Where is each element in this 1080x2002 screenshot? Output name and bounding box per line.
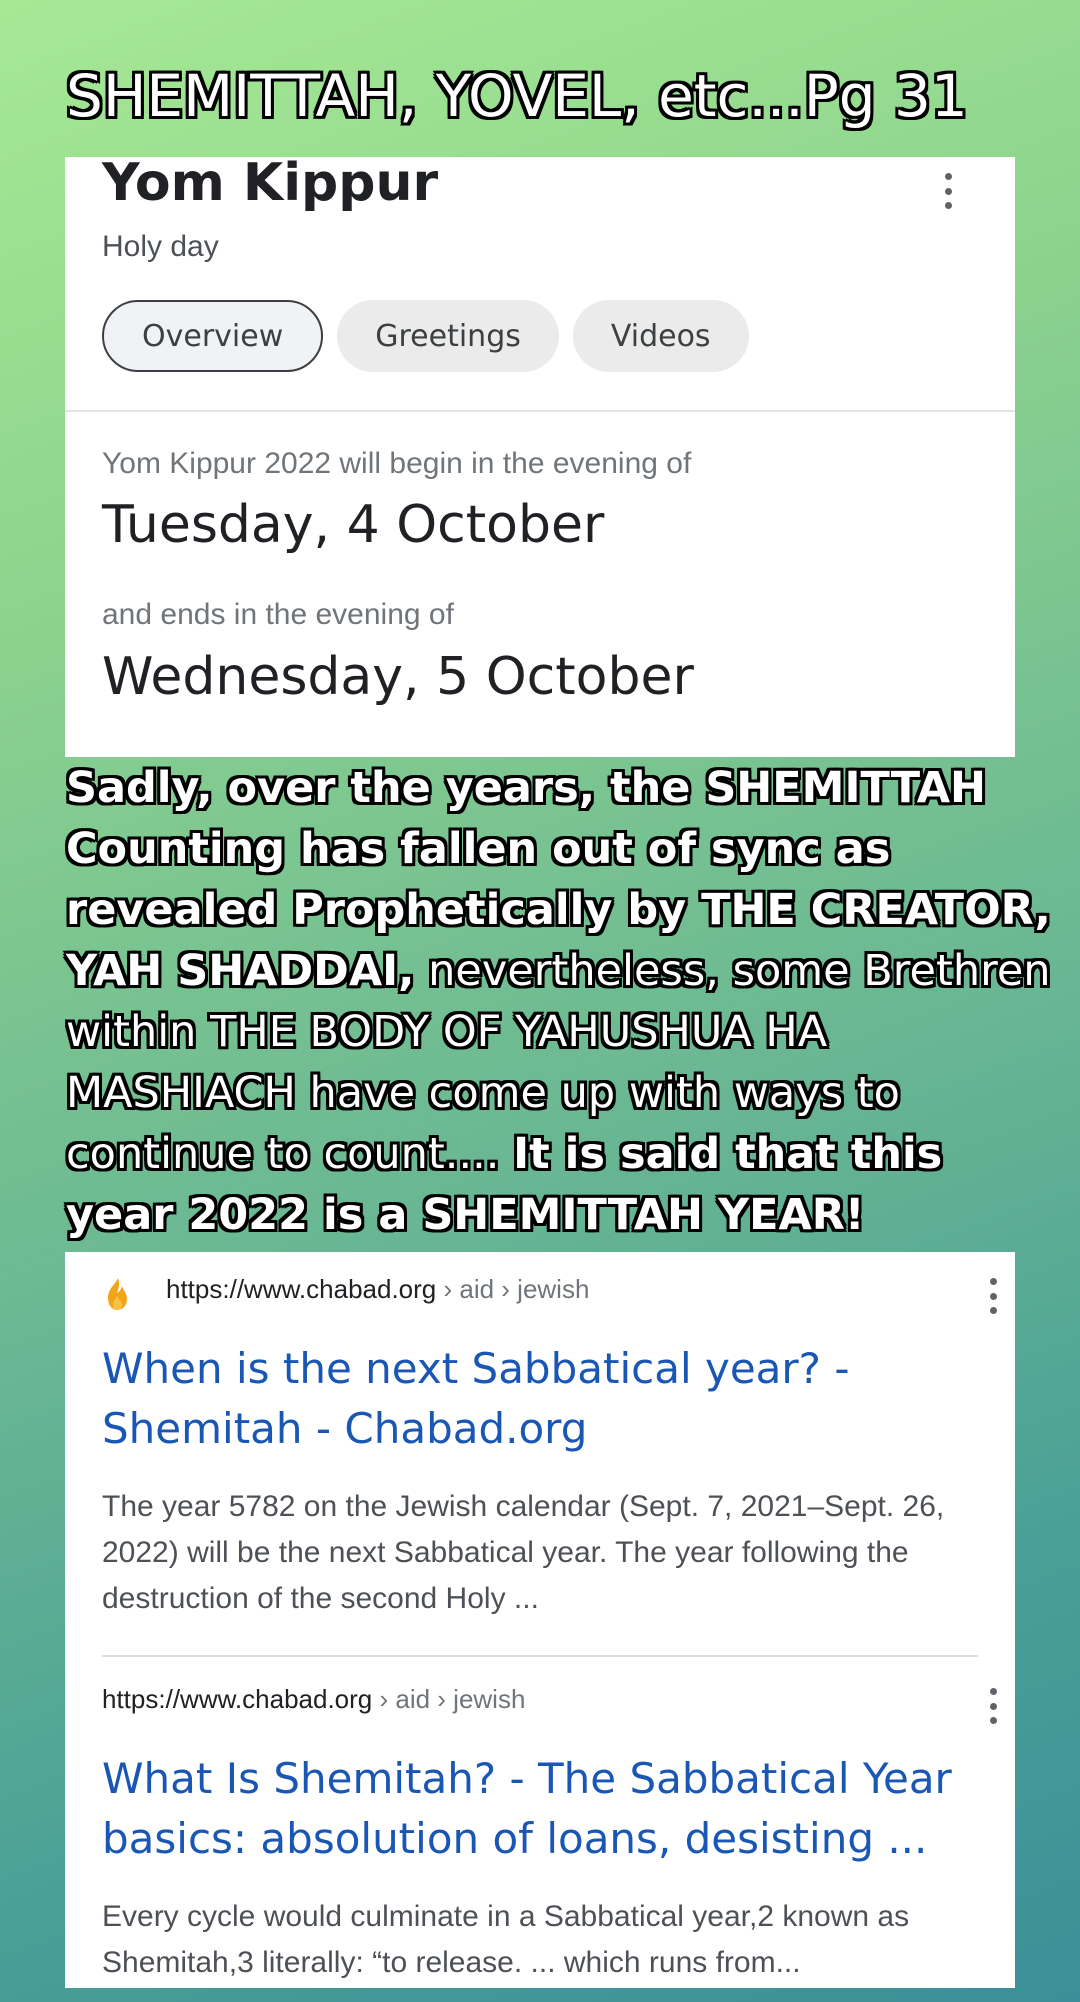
result-url[interactable]: [102, 1684, 978, 1724]
panel-divider: [65, 410, 1015, 412]
result-url-path: › aid › jewish: [372, 1684, 526, 1714]
more-vert-icon[interactable]: [988, 1278, 998, 1314]
result-divider: [102, 1655, 978, 1657]
result-snippet: Every cycle would culminate in a Sabbatical year,2 known as Shemitah,3 literally: “to release. ... which runs from...: [102, 1900, 910, 1979]
commentary-part-2: nevertheless, some Brethren within THE BODY OF YAHUSHUA HA MASHIACH have come up with ways to continue to count....: [66, 946, 1051, 1179]
result-url-host: https://www.chabad.org: [102, 1684, 373, 1714]
end-date: Wednesday, 5 October: [102, 647, 694, 707]
result-title-link[interactable]: When is the next Sabbatical year? - Shemitah - Chabad.org: [102, 1344, 850, 1453]
result-url-host: https://www.chabad.org: [166, 1274, 437, 1304]
result-title-link[interactable]: What Is Shemitah? - The Sabbatical Year basics: absolution of loans, desisting ...: [102, 1754, 952, 1863]
tab-videos[interactable]: Videos: [573, 300, 749, 372]
tab-greetings[interactable]: Greetings: [337, 300, 559, 372]
panel-title: Yom Kippur: [102, 153, 439, 213]
commentary-part-1: Sadly, over the years, the SHEMITTAH Counting has fallen out of sync as revealed Prophetically by THE CREATOR, YAH SHADDAI,: [66, 763, 1051, 996]
tab-overview[interactable]: Overview: [102, 300, 323, 372]
panel-subtitle: Holy day: [102, 230, 219, 263]
page-heading: SHEMITTAH, YOVEL, etc...Pg 31: [66, 62, 968, 130]
result-url[interactable]: [102, 1274, 978, 1314]
result-snippet: The year 5782 on the Jewish calendar (Sept. 7, 2021–Sept. 26, 2022) will be the next Sabbatical year. The year following the destruction of the second Holy ...: [102, 1490, 945, 1615]
knowledge-panel-card: [65, 153, 1015, 757]
search-result: [102, 1684, 978, 1986]
flame-icon: [102, 1276, 132, 1312]
result-url-path: › aid › jewish: [436, 1274, 590, 1304]
search-results-card: [65, 1252, 1015, 1988]
search-result: [102, 1274, 978, 1622]
commentary-part-3: It is said that this year 2022 is a SHEMITTAH YEAR!: [66, 1129, 943, 1240]
end-label: and ends in the evening of: [102, 598, 454, 631]
commentary-text: [66, 758, 1056, 1246]
more-vert-icon[interactable]: [988, 1688, 998, 1724]
begin-date: Tuesday, 4 October: [102, 495, 605, 555]
panel-tabs: [102, 300, 749, 372]
begin-label: Yom Kippur 2022 will begin in the evening of: [102, 447, 692, 480]
more-vert-icon[interactable]: [943, 173, 953, 209]
